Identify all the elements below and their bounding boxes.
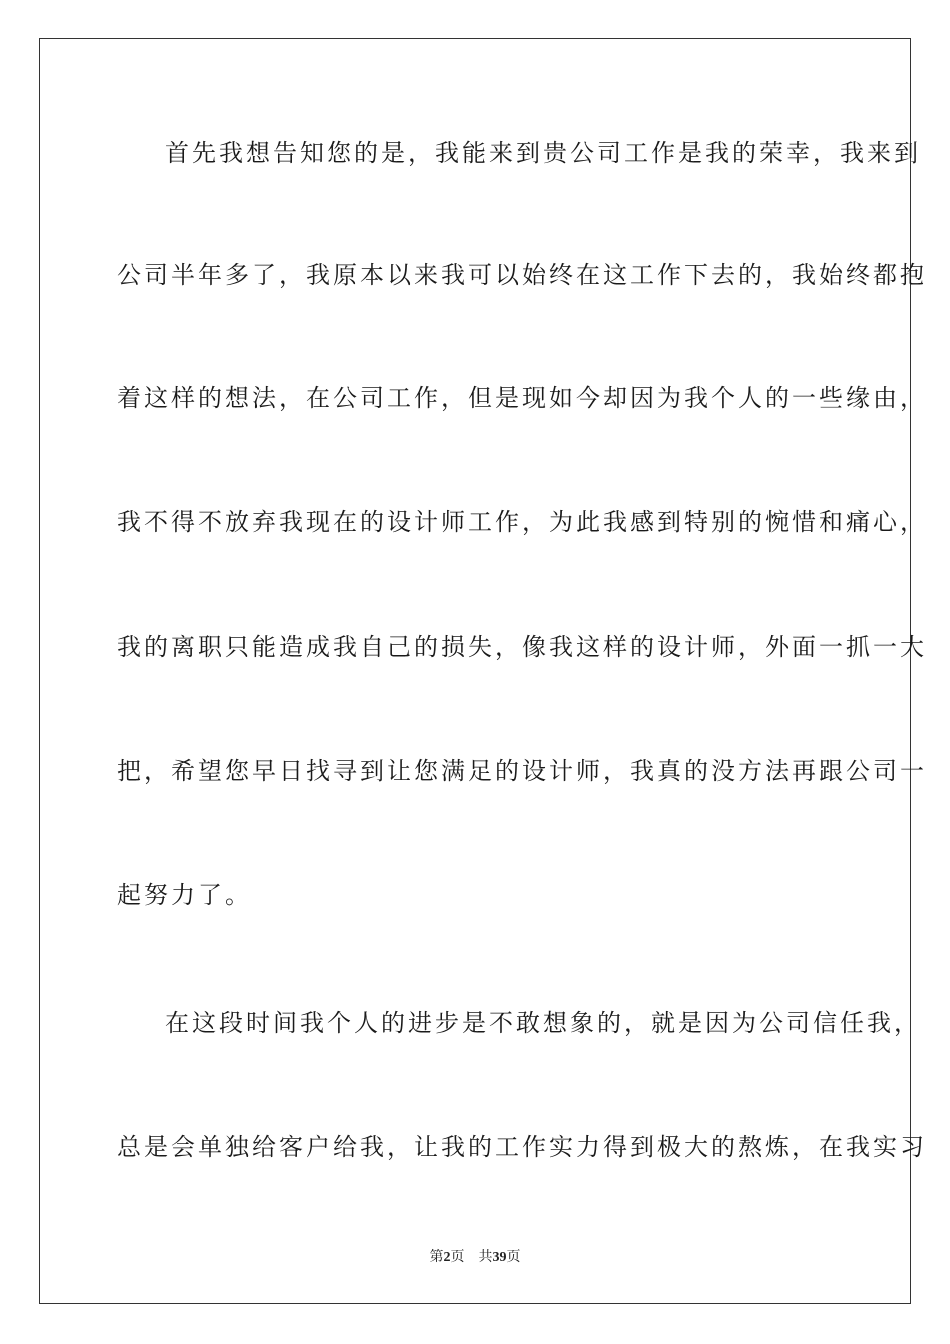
footer-total-suffix: 页 xyxy=(506,1249,521,1265)
footer-total-prefix: 共 xyxy=(478,1249,493,1265)
paragraph-1-line-6: 把，希望您早日找寻到让您满足的设计师，我真的没方法再跟公司一 xyxy=(117,757,927,785)
paragraph-2-line-1: 在这段时间我个人的进步是不敢想象的，就是因为公司信任我， xyxy=(165,1009,921,1037)
footer-page-number: 2 xyxy=(443,1250,451,1265)
footer-page-prefix: 第 xyxy=(429,1249,444,1265)
page-frame xyxy=(39,38,927,1304)
paragraph-1-line-1: 首先我想告知您的是，我能来到贵公司工作是我的荣幸，我来到 xyxy=(165,139,921,167)
paragraph-1-line-5: 我的离职只能造成我自己的损失，像我这样的设计师，外面一抓一大 xyxy=(117,633,927,661)
paragraph-1-line-3: 着这样的想法，在公司工作，但是现如今却因为我个人的一些缘由， xyxy=(117,384,927,412)
page-footer xyxy=(0,1248,950,1267)
footer-page-suffix: 页 xyxy=(450,1249,465,1265)
paragraph-1-line-4: 我不得不放弃我现在的设计师工作，为此我感到特别的惋惜和痛心， xyxy=(117,508,927,536)
footer-total-pages: 39 xyxy=(492,1250,507,1265)
paragraph-2-line-2: 总是会单独给客户给我，让我的工作实力得到极大的熬炼，在我实习 xyxy=(117,1133,927,1161)
paragraph-1-line-7: 起努力了。 xyxy=(117,881,252,909)
paragraph-1-line-2: 公司半年多了，我原本以来我可以始终在这工作下去的，我始终都抱 xyxy=(117,261,927,289)
